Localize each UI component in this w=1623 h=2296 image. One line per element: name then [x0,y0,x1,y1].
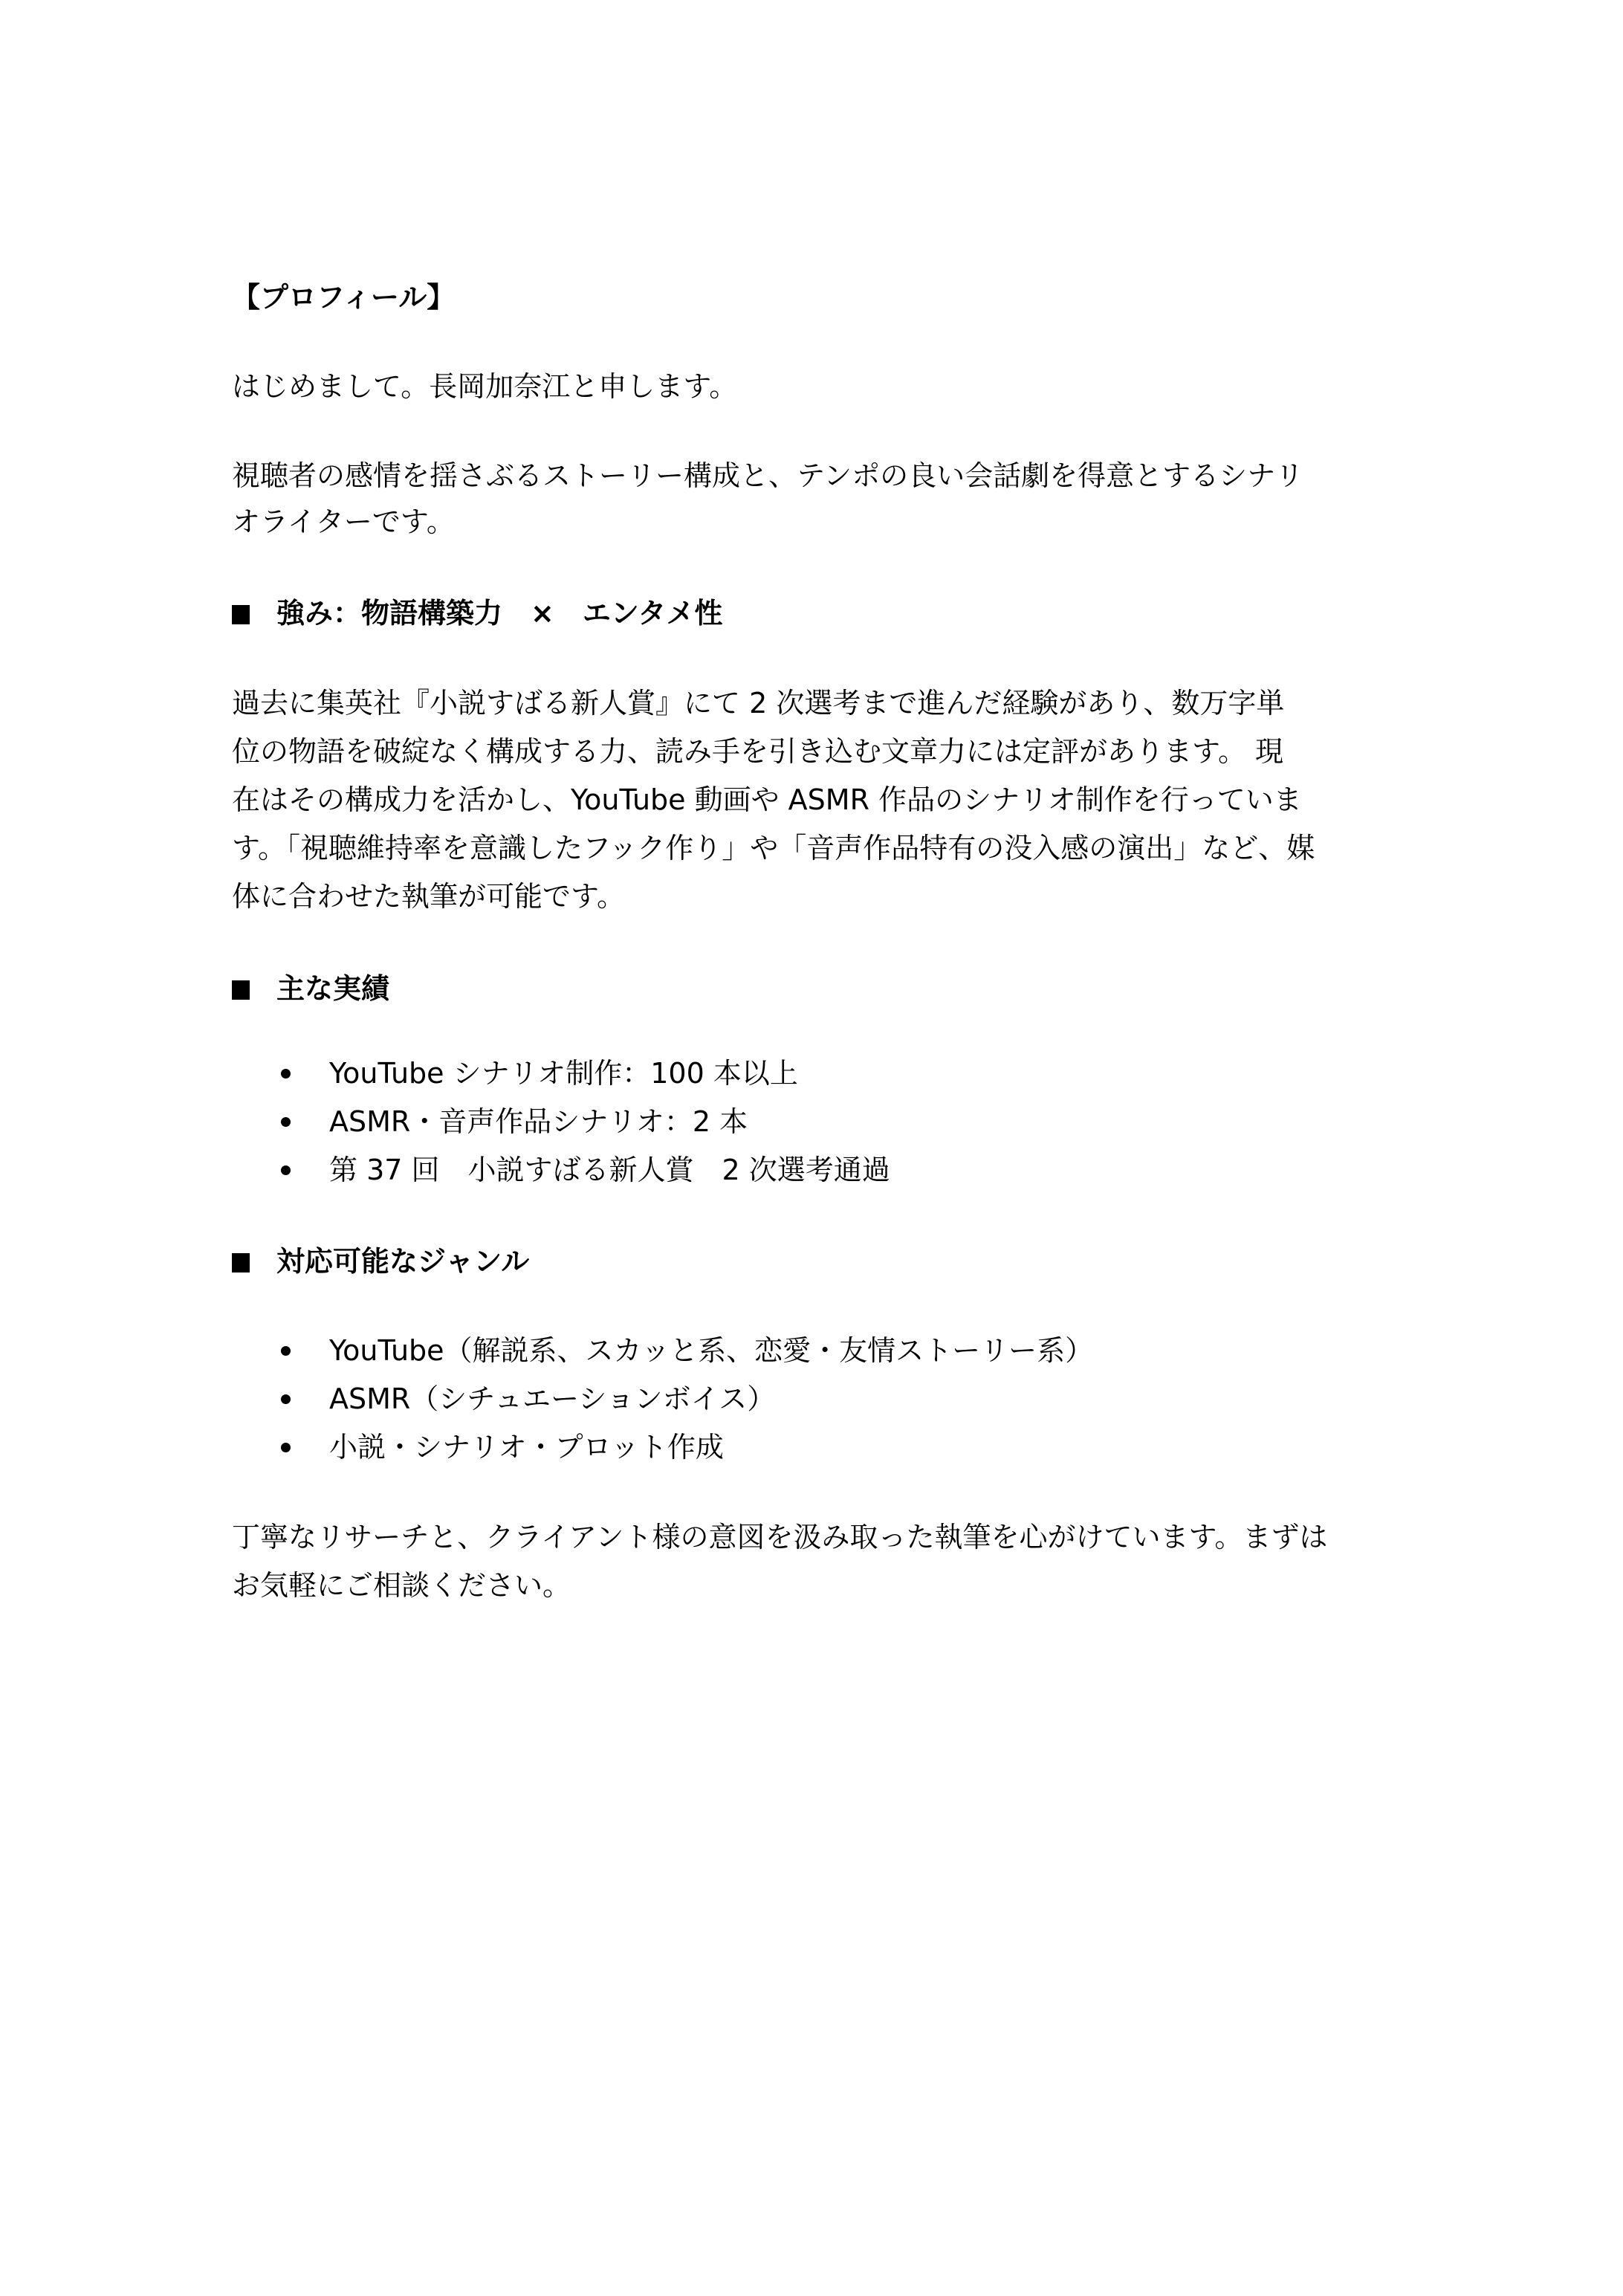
intro-line-1: 視聴者の感情を揺さぶるストーリー構成と、テンポの良い会話劇を得意とするシナリ [232,459,1304,492]
list-item-text: 第 37 回 小説すばる新人賞 2 次選考通過 [329,1154,890,1186]
section-heading-achievements [232,971,389,1006]
bullet-icon [281,1165,291,1175]
section-heading-text: 強み：物語構築力 × エンタメ性 [276,597,723,630]
section-heading-strengths [232,595,722,631]
strengths-line-2: 位の物語を破綻なく構成する力、読み手を引き込む文章力には定評があります。 現 [232,735,1284,768]
closing-line-1: 丁寧なリサーチと、クライアント様の意図を汲み取った執筆を心がけています。まずは [232,1521,1328,1553]
bullet-icon [281,1443,291,1452]
document-title: 【プロフィール】 [232,281,456,314]
section-heading-text: 対応可能なジャンル [276,1245,530,1278]
square-bullet-icon [232,980,250,1000]
list-item-text: YouTube シナリオ制作：100 本以上 [329,1057,798,1090]
strengths-line-5: 体に合わせた執筆が可能です。 [232,880,625,913]
list-item-genre-1 [281,1333,1093,1368]
list-item-genre-3 [281,1429,724,1465]
strengths-line-3: 在はその構成力を活かし、YouTube 動画や ASMR 作品のシナリオ制作を行っていま [232,783,1302,816]
closing-line-2: お気軽にご相談ください。 [232,1569,571,1602]
greeting-text: はじめまして。長岡加奈江と申します。 [232,370,738,403]
square-bullet-icon [232,1253,250,1272]
strengths-line-4: す。「視聴維持率を意識したフック作り」や「音声作品特有の没入感の演出」など、媒 [232,832,1315,864]
bullet-icon [281,1346,291,1356]
section-heading-genres [232,1244,529,1279]
list-item-text: ASMR・音声作品シナリオ：2 本 [329,1105,748,1138]
list-item-text: ASMR（シチュエーションボイス） [329,1383,776,1415]
bullet-icon [281,1069,291,1079]
section-heading-text: 主な実績 [276,972,390,1005]
bullet-icon [281,1117,291,1127]
list-item-genre-2 [281,1381,775,1417]
square-bullet-icon [232,605,250,624]
list-item-text: YouTube（解説系、スカッと系、恋愛・友情ストーリー系） [329,1334,1094,1367]
intro-line-2: オライターです。 [232,505,455,538]
list-item-achievement-2 [281,1104,748,1139]
list-item-achievement-1 [281,1055,798,1091]
list-item-achievement-3 [281,1152,890,1188]
list-item-text: 小説・シナリオ・プロット作成 [329,1431,724,1464]
bullet-icon [281,1394,291,1404]
strengths-line-1: 過去に集英社『小説すばる新人賞』にて 2 次選考まで進んだ経験があり、数万字単 [232,687,1285,719]
